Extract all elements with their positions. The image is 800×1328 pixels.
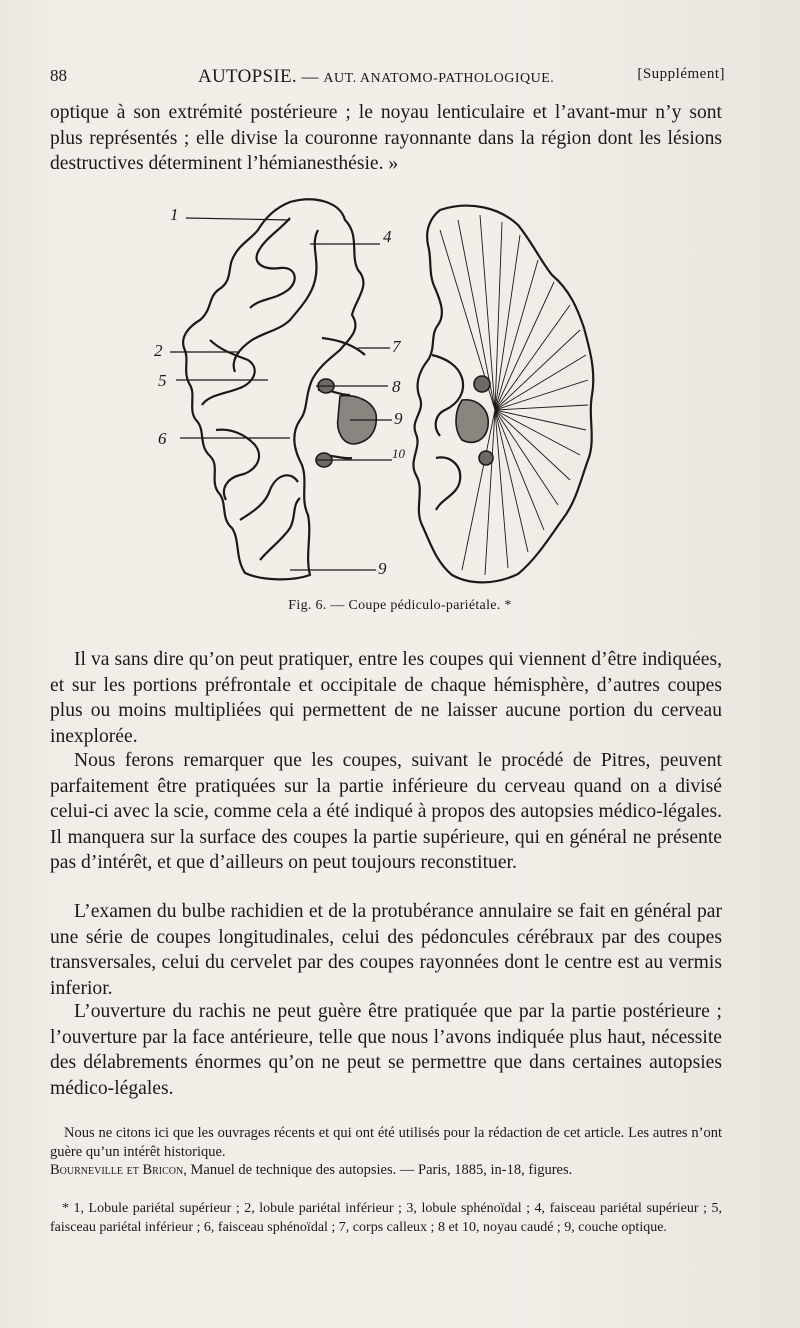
- section-label: [Supplément]: [637, 66, 725, 82]
- left-gyrus-2: [234, 230, 318, 372]
- figure-caption: Fig. 6. — Coupe pédiculo-pariétale. *: [288, 598, 512, 613]
- label-7: 7: [392, 337, 401, 356]
- running-title: [198, 66, 554, 88]
- label-5: 5: [158, 371, 167, 390]
- label-6: 6: [158, 429, 167, 448]
- running-header: [50, 66, 725, 94]
- right-lower-gyrus: [436, 457, 460, 510]
- radiating-fibers: [440, 215, 588, 575]
- paragraph-1: Il va sans dire qu’on peut pratiquer, entre les coupes qui viennent d’être indiquées, et sur les portions préfrontale et occipitale de chaque hémisphère, d’autres coupes plus ou moins multipliées qui permettent de ne laisser aucune portion du cerveau inexplorée.: [50, 649, 722, 747]
- figure-footnote: * 1, Lobule pariétal supérieur ; 2, lobule pariétal inférieur ; 3, lobule sphénoïdal ; 4, faisceau pariétal supérieur ; 5, faisceau pariétal inférieur ; 6, faisceau sphénoïdal ; 7, corps calleux ; 8 et 10, noyau caudé ; 9, couche optique.: [50, 1201, 722, 1235]
- running-title-main: AUTOPSIE.: [198, 66, 297, 87]
- label-1: 1: [170, 205, 179, 224]
- page-number: 88: [50, 66, 67, 85]
- optic-thalamus-right: [456, 400, 488, 443]
- brain-section-figure: [140, 190, 620, 590]
- paragraph-2: Nous ferons remarquer que les coupes, suivant le procédé de Pitres, peuvent parfaitement être pratiquées sur la partie inférieure du cerveau quand on a divisé celui-ci avec la scie, comme cela a été indiqué à propos des autopsies médico-légales. Il manquera sur la surface des coupes la partie supérieure, qui en général ne présente pas d’intérêt, et que d’ailleurs on peut toujours reconstituer.: [50, 750, 722, 874]
- left-hemisphere-outline: [183, 199, 363, 579]
- paragraph-4: L’ouverture du rachis ne peut guère être pratiquée que par la partie postérieure ; l’ouverture par la face antérieure, telle que nous l’avons indiquée plus haut, nécessite des délabrements énormes qu’on ne peut se permettre que dans certaines autopsies médico-légales.: [50, 1001, 722, 1099]
- bibliography-reference: [50, 1161, 722, 1180]
- label-2: 2: [154, 341, 163, 360]
- left-gyrus-4: [216, 430, 259, 500]
- bibliography-notes: [50, 1124, 722, 1180]
- left-gyrus-6: [260, 498, 300, 560]
- left-gyrus-3: [202, 340, 255, 405]
- label-10: 10: [392, 446, 405, 461]
- label-9-bottom: 9: [378, 559, 387, 578]
- left-gyrus-5: [240, 475, 298, 520]
- label-8: 8: [392, 377, 401, 396]
- label-4: 4: [383, 227, 392, 246]
- label-9: 9: [394, 409, 403, 428]
- right-hemisphere-outline: [413, 206, 593, 583]
- reference-authors: Bourneville et Bricon,: [50, 1162, 187, 1178]
- paragraph-3: L’examen du bulbe rachidien et de la protubérance annulaire se fait en général par une série de coupes longitudinales, celui des pédoncules cérébraux par des coupes transversales, celui du cervelet par des coupes rayonnées dont le centre est au vermis inferior.: [50, 901, 722, 999]
- bibliography-intro: Nous ne citons ici que les ouvrages récents et qui ont été utilisés pour la rédaction de cet article. Les autres n’ont guère qu’un intérêt historique.: [50, 1125, 722, 1160]
- caudate-nucleus-right-bottom: [479, 451, 493, 465]
- paragraph-continued: optique à son extrémité postérieure ; le noyau lenticulaire et l’avant-mur n’y sont plus représentés ; elle divise la couronne rayonnante dans la région dont les lésions destructives déterminent l’hémianesthésie. »: [50, 102, 722, 175]
- caudate-nucleus-right-top: [474, 376, 490, 392]
- running-title-dash: —: [301, 67, 319, 86]
- reference-details: Manuel de technique des autopsies. — Paris, 1885, in-18, figures.: [186, 1162, 573, 1178]
- running-title-sub: AUT. ANATOMO-PATHOLOGIQUE.: [323, 71, 555, 86]
